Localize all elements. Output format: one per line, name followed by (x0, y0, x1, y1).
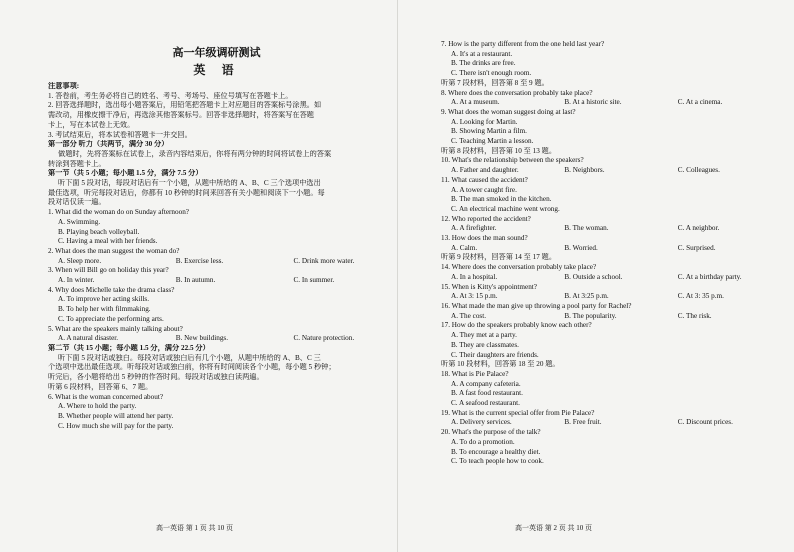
question-text: 9. What does the woman suggest doing at last? (441, 107, 576, 116)
option-row (441, 312, 766, 322)
answer-option: C. At 3: 35 p.m. (677, 292, 724, 301)
answer-option: C. An electrical machine went wrong. (451, 204, 560, 213)
intro-line: 听第 6 段材料，回答第 6、7 题。 (48, 382, 153, 391)
answer-option: B. Showing Martin a film. (451, 127, 527, 136)
note-item: 卡上，写在本试卷上无效。 (48, 120, 135, 129)
answer-option: C. Colleagues. (677, 166, 720, 175)
answer-option: B. To encourage a healthy diet. (451, 447, 541, 456)
answer-option: A. In a hospital. (451, 272, 498, 281)
intro-line: 最佳选项，听完每段对话后，你都有 10 秒钟的时间来回答有关小题和阅读下一小题。每 (48, 188, 325, 197)
note-item: 2. 回答选择题时，选出每小题答案后，用铅笔把答题卡上对应题目的答案标号涂黑。如 (48, 101, 322, 110)
note-item: 需改动，用橡皮擦干净后，再选涂其他答案标号。回答非选择题时，将答案写在答题 (48, 111, 314, 120)
answer-option: B. The man smoked in the kitchen. (451, 195, 552, 204)
answer-option: C. Having a meal with her friends. (58, 237, 158, 246)
question-text: 4. Why does Michelle take the drama class? (48, 285, 175, 294)
answer-option: B. At 3:25 p.m. (564, 292, 609, 301)
answer-option: B. At a historic site. (564, 98, 622, 107)
answer-option: A. A company cafeteria. (451, 379, 521, 388)
answer-option: A. To improve her acting skills. (58, 295, 149, 304)
question-text: 10. What's the relationship between the speakers? (441, 156, 584, 165)
question-text: 20. What's the purpose of the talk? (441, 428, 541, 437)
answer-option: A. To do a promotion. (451, 437, 515, 446)
question-text: 14. Where does the conversation probably take place? (441, 263, 597, 272)
answer-option: B. The popularity. (564, 311, 617, 320)
answer-option: B. Playing beach volleyball. (58, 227, 140, 236)
option-row (441, 273, 766, 283)
answer-option: B. Outside a school. (564, 272, 623, 281)
section2-intro (48, 354, 385, 393)
intro-line: 段对话仅读一遍。 (48, 198, 106, 207)
answer-option: C. There isn't enough room. (451, 69, 532, 78)
option-row (441, 292, 766, 302)
answer-option: A. Father and daughter. (451, 166, 519, 175)
answer-option: C. A neighbor. (677, 224, 720, 233)
notes-heading: 注意事项: (48, 82, 80, 90)
option-row (48, 334, 385, 344)
question-text: 8. Where does the conversation probably take place? (441, 88, 593, 97)
question-text: 15. When is Kitty's appointment? (441, 282, 537, 291)
answer-option: A. Calm. (451, 243, 478, 252)
answer-option: C. At a cinema. (677, 98, 723, 107)
exam-title: 高一年级调研测试 (172, 46, 261, 59)
answer-option: B. New buildings. (175, 334, 229, 343)
question-text: 17. How do the speakers probably know each other? (441, 321, 592, 330)
answer-option: B. To help her with filmmaking. (58, 305, 151, 314)
answer-option: B. Worried. (564, 243, 598, 252)
answer-option: B. Exercise less. (175, 256, 224, 265)
intro-line: 个选项中选出最佳选项。听每段对话或独白前，你将有时间阅读各个小题，每小题 5 秒钟； (48, 363, 336, 372)
listening-instruction: 听第 7 段材料，回答第 8 至 9 题。 (441, 78, 549, 87)
answer-option: A. At a museum. (451, 98, 500, 107)
page-footer: 高一英语 第 2 页 共 10 页 (515, 524, 592, 532)
answer-option: B. The woman. (564, 224, 609, 233)
intro-line: 听下面 5 段对话，每段对话后有一个小题，从题中所给的 A、B、C 三个选项中选出 (58, 179, 321, 188)
section1-heading: 第一节（共 5 小题；每小题 1.5 分，满分 7.5 分） (48, 169, 203, 178)
question-text: 2. What does the man suggest the woman do? (48, 246, 180, 255)
answer-option: A. They met at a party. (451, 331, 517, 340)
intro-line: 听完后，各小题将给出 5 秒钟的作答时间。每段对话或独白读两遍。 (48, 373, 264, 382)
option-row (441, 166, 766, 176)
section1-questions (48, 208, 385, 344)
question-text: 11. What caused the accident? (441, 175, 528, 184)
option-row (48, 276, 385, 286)
answer-option: A. At 3: 15 p.m. (451, 292, 498, 301)
answer-option: B. The drinks are free. (451, 59, 516, 68)
question-text: 16. What made the man give up throwing a pool party for Rachel? (441, 301, 632, 310)
answer-option: C. The risk. (677, 311, 712, 320)
option-row (441, 244, 766, 254)
question-text: 19. What is the current special offer from Pie Palace? (441, 408, 595, 417)
answer-option: B. In autumn. (175, 276, 216, 285)
answer-option: C. Nature protection. (293, 334, 355, 343)
answer-option: C. Their daughters are friends. (451, 350, 539, 359)
answer-option: A. In winter. (58, 276, 95, 285)
note-item: 1. 答卷前，考生务必将自己的姓名、考号、考场号、座位号填写在答题卡上。 (48, 91, 293, 100)
question-text: 7. How is the party different from the one held last year? (441, 40, 605, 48)
intro-line: 转涂到答题卡上。 (48, 159, 106, 168)
question-text: 3. When will Bill go on holiday this year? (48, 266, 169, 275)
answer-option: C. At a birthday party. (677, 272, 742, 281)
question-text: 12. Who reported the accident? (441, 214, 531, 223)
listening-instruction: 听第 10 段材料，回答第 18 至 20 题。 (441, 360, 560, 369)
exam-subject: 英 语 (193, 63, 240, 77)
page-footer: 高一英语 第 1 页 共 10 页 (156, 524, 233, 532)
answer-option: C. In summer. (293, 276, 335, 285)
answer-option: A. A firefighter. (451, 224, 497, 233)
answer-option: C. Teaching Martin a lesson. (451, 137, 534, 146)
answer-option: B. Neighbors. (564, 166, 605, 175)
question-list (441, 40, 766, 467)
answer-option: B. Free fruit. (564, 418, 602, 427)
answer-option: A. It's at a restaurant. (451, 49, 513, 58)
answer-option: A. Looking for Martin. (451, 117, 518, 126)
part1-intro (48, 150, 385, 169)
section1-intro (48, 179, 385, 208)
question-text: 6. What is the woman concerned about? (48, 392, 164, 401)
answer-option: C. To teach people how to cook. (451, 457, 544, 466)
note-item: 3. 考试结束后，将本试卷和答题卡一并交回。 (48, 130, 192, 139)
option-row (441, 418, 766, 428)
answer-option: C. Drink more water. (293, 256, 355, 265)
answer-option: A. Delivery services. (451, 418, 512, 427)
answer-option: C. A seafood restaurant. (451, 399, 520, 408)
answer-option: C. To appreciate the performing arts. (58, 314, 164, 323)
answer-option: A. A natural disaster. (58, 334, 119, 343)
answer-option: B. They are classmates. (451, 340, 519, 349)
intro-line: 听下面 5 段对话或独白。每段对话或独白后有几个小题，从题中所给的 A、B、C 三 (58, 353, 321, 362)
section2-heading: 第二节（共 15 小题；每小题 1.5 分，满分 22.5 分） (48, 343, 210, 352)
notes-list (48, 92, 385, 141)
section2-questions (48, 393, 385, 432)
intro-line: 做题时，先将答案标在试卷上，录音内容结束后，你将有两分钟的时间将试卷上的答案 (58, 149, 332, 158)
listening-instruction: 听第 9 段材料，回答第 14 至 17 题。 (441, 253, 557, 262)
question-text: 13. How does the man sound? (441, 234, 528, 243)
question-text: 5. What are the speakers mainly talking about? (48, 324, 183, 333)
option-row (48, 257, 385, 267)
answer-option: A. Sleep more. (58, 256, 102, 265)
answer-option: A. The cost. (451, 311, 487, 320)
answer-option: B. Whether people will attend her party. (58, 411, 174, 420)
answer-option: C. How much she will pay for the party. (58, 421, 174, 430)
answer-option: A. Swimming. (58, 217, 101, 226)
question-text: 1. What did the woman do on Sunday afternoon? (48, 208, 189, 217)
listening-instruction: 听第 8 段材料，回答第 10 至 13 题。 (441, 146, 557, 155)
answer-option: C. Discount prices. (677, 418, 733, 427)
option-row (441, 98, 766, 108)
option-row (441, 224, 766, 234)
answer-option: B. A fast food restaurant. (451, 389, 523, 398)
part1-heading: 第一部分 听力（共两节，满分 30 分） (48, 140, 169, 149)
answer-option: A. A tower caught fire. (451, 185, 517, 194)
answer-option: A. Where to hold the party. (58, 402, 137, 411)
page-2 (397, 0, 794, 552)
question-text: 18. What is Pie Palace? (441, 369, 509, 378)
answer-option: C. Surprised. (677, 243, 716, 252)
